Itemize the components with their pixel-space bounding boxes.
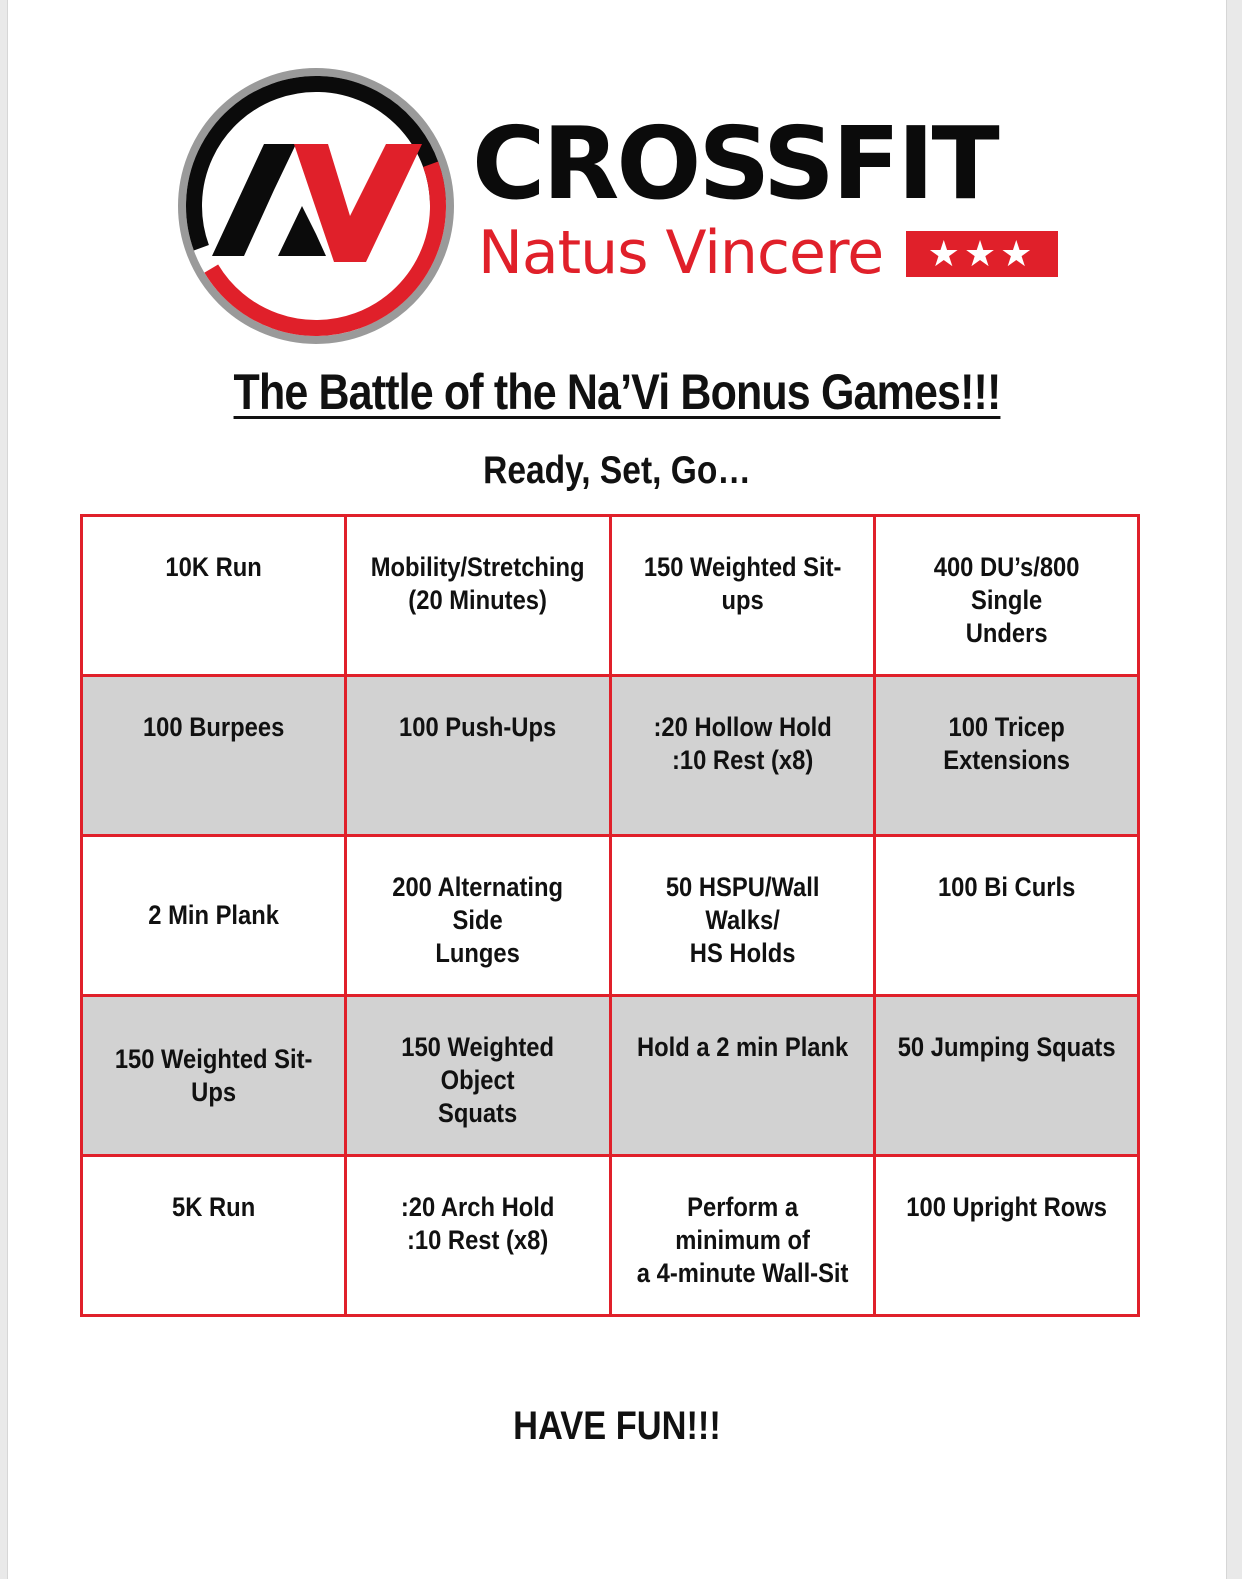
grid-cell (610, 1156, 874, 1316)
cell-text: 2 Min Plank (148, 900, 279, 930)
grid-cell (610, 676, 874, 836)
cell-text: 150 Weighted Sit-ups (643, 552, 841, 615)
page-title-text: The Battle of the Na’Vi Bonus Games!!! (233, 364, 1001, 420)
grid-row (82, 836, 1139, 996)
cell-text: 200 Alternating Side Lunges (392, 872, 564, 968)
cell-text: 100 Tricep Extensions (942, 712, 1070, 775)
grid-cell (82, 996, 346, 1156)
grid-cell (346, 1156, 610, 1316)
page (8, 0, 1226, 1579)
cell-text: Hold a 2 min Plank (636, 1032, 848, 1062)
grid-cell (874, 996, 1138, 1156)
grid-cell (346, 836, 610, 996)
cell-text: :20 Arch Hold :10 Rest (x8) (401, 1192, 555, 1255)
grid-cell (610, 996, 874, 1156)
grid-row (82, 516, 1139, 676)
grid-cell (346, 516, 610, 676)
brand-name: CROSSFIT (472, 105, 997, 222)
grid-cell (346, 996, 610, 1156)
grid-cell (874, 516, 1138, 676)
brand-tagline: Natus Vincere (478, 218, 884, 288)
grid-cell (82, 1156, 346, 1316)
cell-text: 5K Run (172, 1192, 256, 1222)
grid-cell (874, 836, 1138, 996)
cell-text: 10K Run (165, 552, 262, 582)
footer-message: HAVE FUN!!! (513, 1404, 721, 1448)
grid-cell (610, 836, 874, 996)
page-subtitle: Ready, Set, Go… (483, 449, 751, 492)
grid-row (82, 676, 1139, 836)
cell-text: 100 Bi Curls (937, 872, 1076, 902)
cell-text: 400 DU’s/800 Single Unders (933, 552, 1080, 648)
grid-cell (610, 516, 874, 676)
cell-text: 100 Burpees (142, 712, 285, 742)
cell-text: Mobility/Stretching (20 Minutes) (370, 552, 585, 615)
grid-cell (82, 836, 346, 996)
grid-cell (874, 676, 1138, 836)
cell-text: :20 Hollow Hold :10 Rest (x8) (653, 712, 832, 775)
grid-cell (82, 676, 346, 836)
cell-text: 150 Weighted Object Squats (401, 1032, 555, 1128)
grid-cell (82, 516, 346, 676)
cell-text: 50 Jumping Squats (897, 1032, 1116, 1062)
cell-text: 150 Weighted Sit-Ups (114, 1043, 313, 1107)
cell-text: 100 Push-Ups (399, 712, 557, 742)
cell-text: 100 Upright Rows (906, 1192, 1107, 1222)
grid-row (82, 996, 1139, 1156)
stars-badge: ★★★ (906, 231, 1058, 277)
page-title (93, 362, 1140, 422)
grid-row (82, 1156, 1139, 1316)
crossfit-logo (176, 66, 1066, 346)
cell-text: 50 HSPU/Wall Walks/ HS Holds (665, 872, 819, 968)
grid-cell (874, 1156, 1138, 1316)
cell-text: Perform a minimum of a 4-minute Wall-Sit (636, 1192, 848, 1288)
bingo-grid (80, 514, 1140, 1317)
grid-cell (346, 676, 610, 836)
av-emblem-icon (176, 66, 456, 346)
